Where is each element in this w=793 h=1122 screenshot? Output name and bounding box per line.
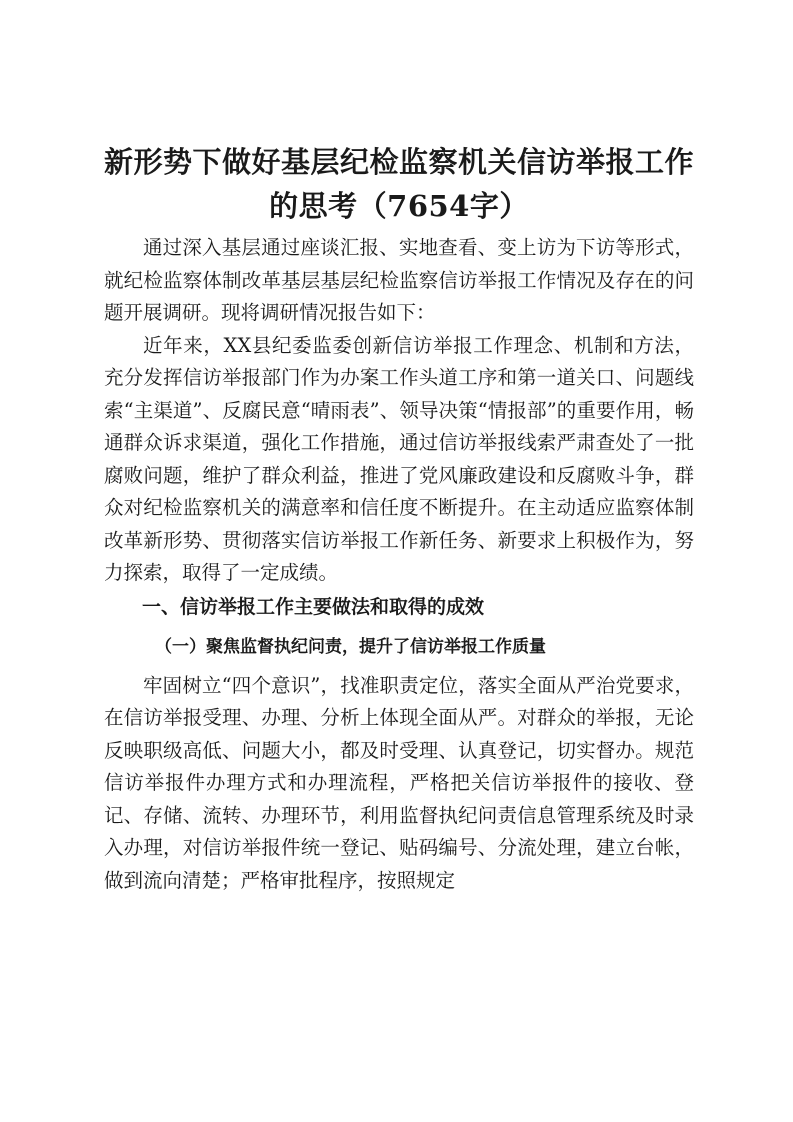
title-line-1: 新形势下做好基层纪检监察机关信访举报工作 (104, 145, 695, 179)
title-line-2: 的思考（7654字） (269, 189, 529, 223)
background-paragraph: 近年来，XX县纪委监委创新信访举报工作理念、机制和方法，充分发挥信访举报部门作为办案工作头道工序和第一道关口、问题线索“主渠道”、反腐民意“晴雨表”、领导决策“情报部”的重要作用，畅通群众诉求渠道，强化工作措施，通过信访举报线索严肃查处了一批腐败问题，维护了群众利益，推进了党风廉政建设和反腐败斗争，群众对纪检监察机关的满意率和信任度不断提升。在主动适应监察体制改革新形势、贯彻落实信访举报工作新任务、新要求上积极作为，努力探索，取得了一定成绩。 (104, 333, 694, 584)
document-page (104, 140, 694, 897)
document-title (104, 140, 694, 228)
intro-paragraph: 通过深入基层通过座谈汇报、实地查看、变上访为下访等形式，就纪检监察体制改革基层基层纪检监察信访举报工作情况及存在的问题开展调研。现将调研情况报告如下： (104, 236, 694, 324)
section1-body-paragraph: 牢固树立“四个意识”，找准职责定位，落实全面从严治党要求，在信访举报受理、办理、分析上体现全面从严。对群众的举报，无论反映职级高低、问题大小，都及时受理、认真登记，切实督办。规范信访举报件办理方式和办理流程，严格把关信访举报件的接收、登记、存储、流转、办理环节，利用监督执纪问责信息管理系统及时录入办理，对信访举报件统一登记、贴码编号、分流处理，建立台帐，做到流向清楚；严格审批程序，按照规定 (104, 673, 694, 892)
subsection-heading-1: （一）聚焦监督执纪问责，提升了信访举报工作质量 (155, 636, 546, 657)
section-heading-1: 一、信访举报工作主要做法和取得的成效 (142, 595, 485, 618)
